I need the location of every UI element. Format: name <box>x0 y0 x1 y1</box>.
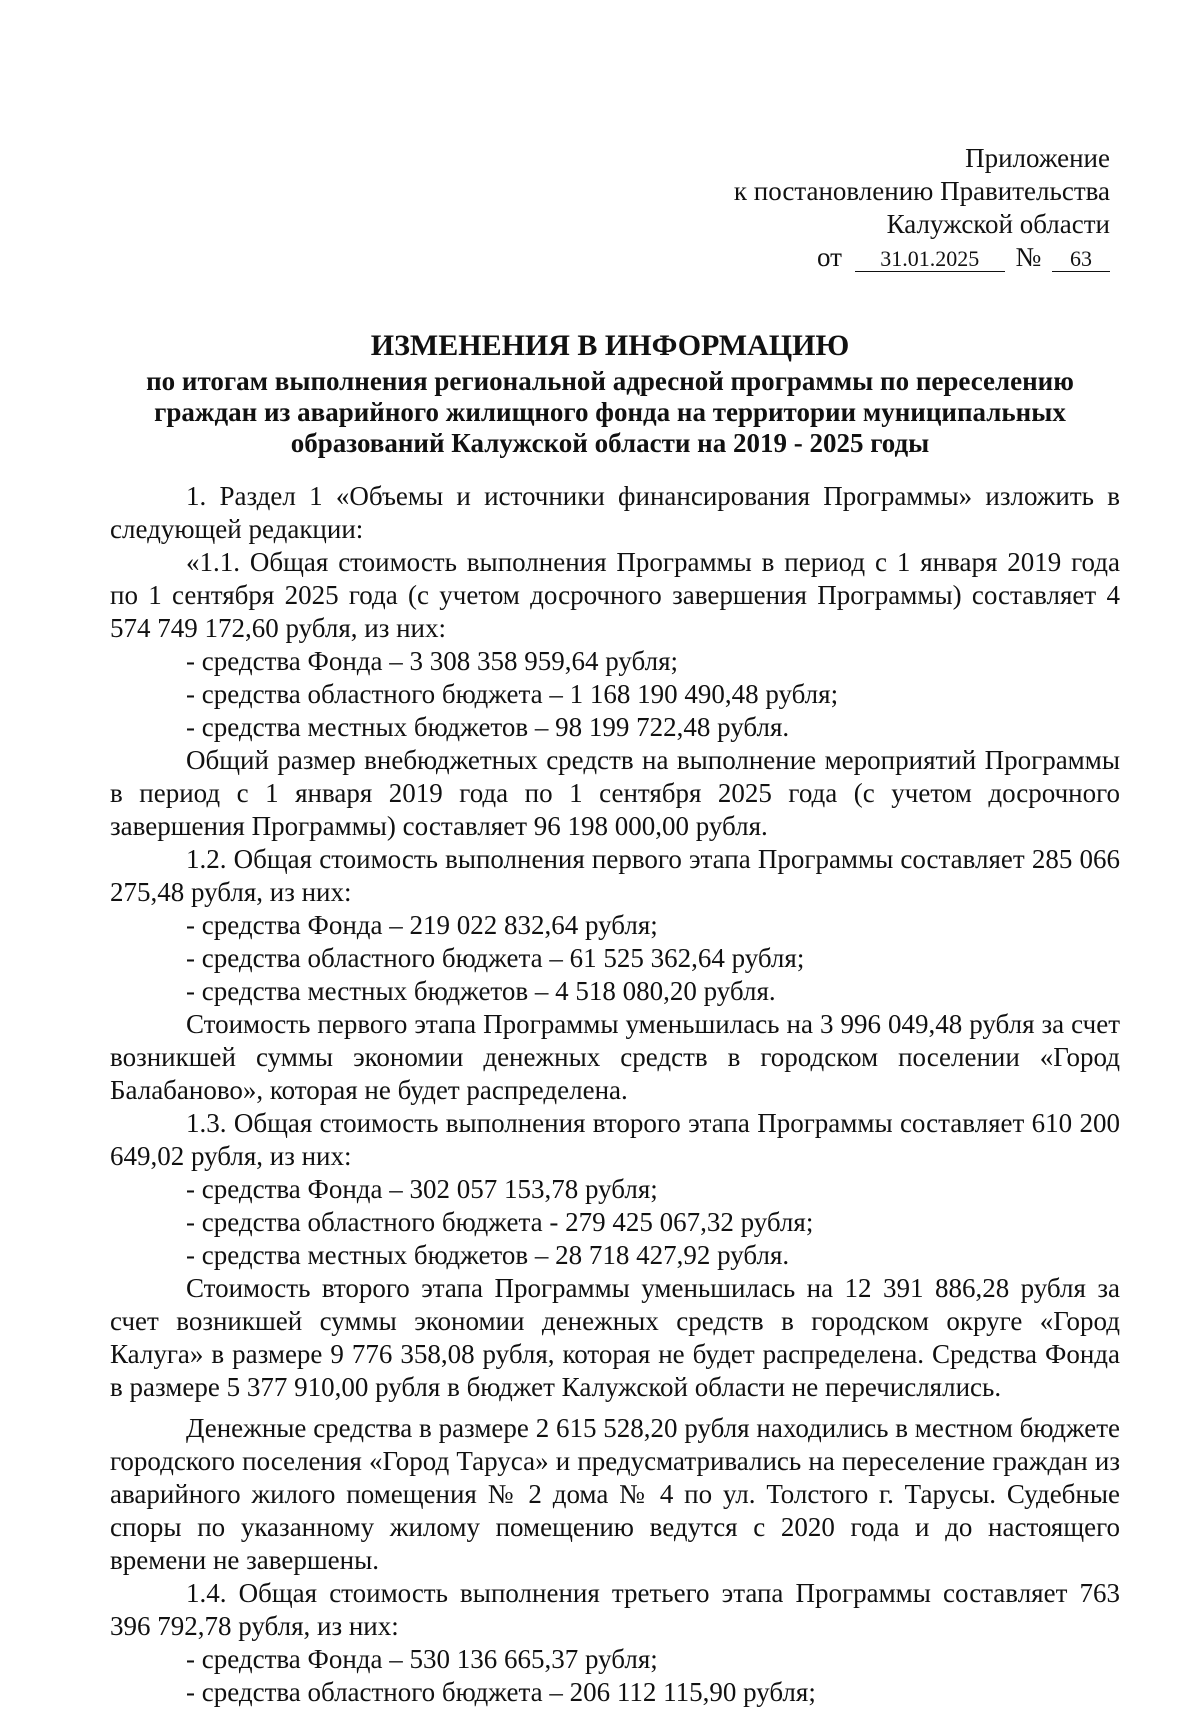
list-item: - средства местных бюджетов – 98 199 722,48 рубля. <box>186 712 790 742</box>
document-body <box>110 480 1120 1709</box>
paragraph: Стоимость первого этапа Программы уменьшилась на 3 996 049,48 рубля за счет возникшей суммы экономии денежных средств в городском поселении «Город Балабаново», которая не будет распределена. <box>110 1009 1120 1105</box>
paragraph: Общий размер внебюджетных средств на выполнение мероприятий Программы в период с 1 января 2019 года по 1 сентября 2025 года (с учетом досрочного завершения Программы) составляет 96 198 000,00 рубля. <box>110 745 1120 841</box>
list-item: - средства областного бюджета - 279 425 067,32 рубля; <box>186 1207 814 1237</box>
list-item: - средства Фонда – 3 308 358 959,64 рубля; <box>186 646 678 676</box>
paragraph: 1.4. Общая стоимость выполнения третьего этапа Программы составляет 763 396 792,78 рубля, из них: <box>110 1578 1120 1641</box>
list-item: - средства Фонда – 219 022 832,64 рубля; <box>186 910 658 940</box>
appendix-region: Калужской области <box>886 209 1110 239</box>
appendix-date-number <box>734 241 1110 274</box>
title-sub-line-1: по итогам выполнения региональной адресной программы по переселению <box>146 366 1074 396</box>
list-item: - средства областного бюджета – 61 525 362,64 рубля; <box>186 943 805 973</box>
list-item: - средства местных бюджетов – 4 518 080,20 рубля. <box>186 976 776 1006</box>
number-prefix: № <box>1015 242 1042 272</box>
paragraph: «1.1. Общая стоимость выполнения Программы в период с 1 января 2019 года по 1 сентября 2025 года (с учетом досрочного завершения Программы) составляет 4 574 749 172,60 рубля, из них: <box>110 547 1120 643</box>
list-item: - средства местных бюджетов – 28 718 427,92 рубля. <box>186 1240 790 1270</box>
list-item: - средства Фонда – 302 057 153,78 рубля; <box>186 1174 658 1204</box>
paragraph: 1. Раздел 1 «Объемы и источники финансирования Программы» изложить в следующей редакции: <box>110 481 1120 544</box>
title-sub-line-3: образований Калужской области на 2019 - 2025 годы <box>290 428 930 458</box>
paragraph: Денежные средства в размере 2 615 528,20 рубля находились в местном бюджете городского поселения «Город Таруса» и предусматривались на переселение граждан из аварийного жилого помещения № 2 дома № 4 по ул. Толстого г. Тарусы. Судебные споры по указанному жилому помещению ведутся с 2020 года и до настоящего времени не завершены. <box>110 1413 1120 1575</box>
document-title <box>110 328 1110 459</box>
list-item: - средства Фонда – 530 136 665,37 рубля; <box>186 1644 658 1674</box>
appendix-header <box>734 142 1110 274</box>
appendix-resolution: к постановлению Правительства <box>733 176 1110 206</box>
list-item: - средства областного бюджета – 1 168 190 490,48 рубля; <box>186 679 839 709</box>
paragraph: 1.2. Общая стоимость выполнения первого этапа Программы составляет 285 066 275,48 рубля, из них: <box>110 844 1120 907</box>
paragraph: Стоимость второго этапа Программы уменьшилась на 12 391 886,28 рубля за счет возникшей суммы экономии денежных средств в городском округе «Город Калуга» в размере 9 776 358,08 рубля, которая не будет распределена. Средства Фонда в размере 5 377 910,00 рубля в бюджет Калужской области не перечислялись. <box>110 1273 1120 1402</box>
paragraph: 1.3. Общая стоимость выполнения второго этапа Программы составляет 610 200 649,02 рубля, из них: <box>110 1108 1120 1171</box>
document-number: 63 <box>1052 247 1110 272</box>
appendix-label: Приложение <box>965 143 1110 173</box>
title-main: ИЗМЕНЕНИЯ В ИНФОРМАЦИЮ <box>370 329 850 362</box>
list-item: - средства областного бюджета – 206 112 115,90 рубля; <box>186 1677 816 1707</box>
title-sub-line-2: граждан из аварийного жилищного фонда на территории муниципальных <box>154 397 1066 427</box>
document-date: 31.01.2025 <box>855 247 1005 272</box>
date-prefix: от <box>817 242 842 272</box>
